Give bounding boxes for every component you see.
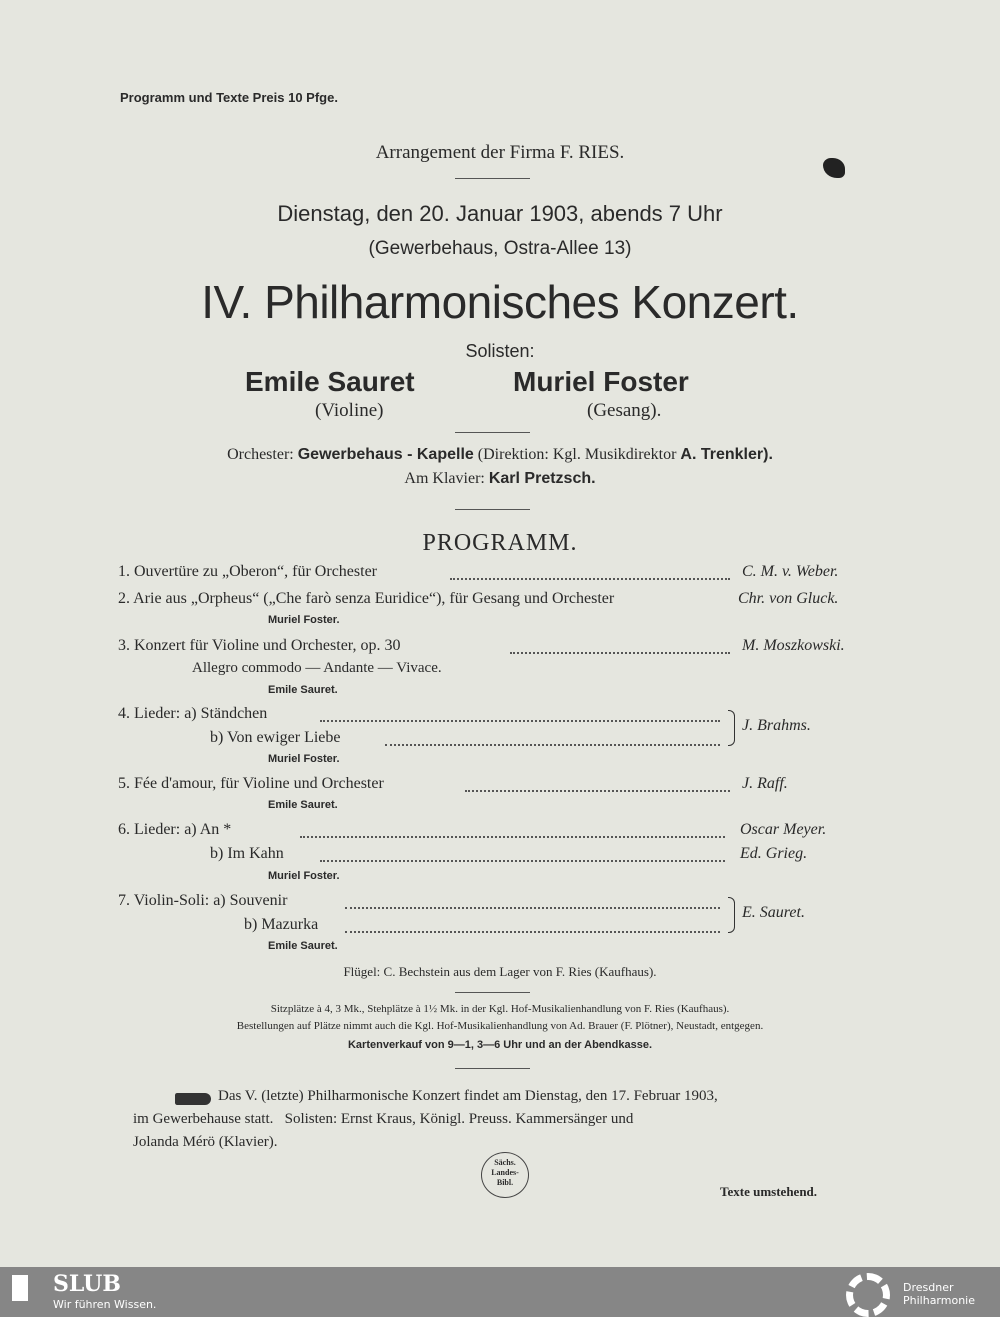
composer: Ed. Grieg. bbox=[740, 845, 808, 862]
brace bbox=[728, 897, 735, 933]
page-title: IV. Philharmonisches Konzert. bbox=[201, 276, 799, 328]
conductor: A. Trenkler). bbox=[680, 446, 773, 463]
library-stamp bbox=[481, 1152, 529, 1198]
direction: (Direktion: Kgl. Musikdirektor bbox=[477, 446, 677, 463]
orders-note: Bestellungen auf Plätze nimmt auch die Kgl. Hof-Musikalienhandlung von Ad. Brauer (F. Plötner), Neustadt, entgegen. bbox=[236, 1020, 764, 1032]
next-concert-line: Jolanda Mérö (Klavier). bbox=[133, 1134, 278, 1150]
composer: E. Sauret. bbox=[742, 904, 805, 921]
concert-date: Dienstag, den 20. Januar 1903, abends 7 Uhr bbox=[277, 201, 723, 226]
orchestra-name: Gewerbehaus - Kapelle bbox=[297, 446, 474, 463]
performer: Emile Sauret. bbox=[268, 940, 338, 952]
program-item: 2. Arie aus „Orpheus“ („Che farò senza Euridice“), für Gesang und Orchester bbox=[118, 590, 615, 607]
philharmonie-logo[interactable] bbox=[903, 1281, 975, 1307]
program-heading: PROGRAMM. bbox=[422, 530, 578, 556]
footer-bar bbox=[0, 1267, 1000, 1317]
movements: Allegro commodo — Andante — Vivace. bbox=[192, 660, 442, 676]
orchestra-label: Orchester: bbox=[227, 446, 294, 463]
next-concert-line: im Gewerbehause statt. Solisten: Ernst Kraus, Königl. Preuss. Kammersänger und bbox=[133, 1111, 634, 1127]
divider bbox=[455, 992, 530, 993]
slub-logo[interactable]: SLUB bbox=[53, 1271, 121, 1297]
stamp-text: Landes- bbox=[491, 1168, 519, 1177]
program-item: 4. Lieder: a) Ständchen bbox=[118, 705, 268, 722]
leader-dots bbox=[465, 790, 730, 792]
venue: (Gewerbehaus, Ostra-Allee 13) bbox=[368, 238, 632, 259]
composer: J. Brahms. bbox=[742, 717, 811, 734]
soloist-role: (Violine) bbox=[315, 400, 384, 421]
divider bbox=[455, 432, 530, 433]
seat-prices: Sitzplätze à 4, 3 Mk., Stehplätze à 1½ Mk. in der Kgl. Hof-Musikalienhandlung von F. Ries (Kaufhaus). bbox=[270, 1003, 730, 1015]
logo-text: Philharmonie bbox=[903, 1294, 975, 1307]
program-item: b) Mazurka bbox=[244, 916, 319, 933]
leader-dots bbox=[320, 720, 720, 722]
logo-text: Dresdner bbox=[903, 1281, 954, 1294]
composer: Oscar Meyer. bbox=[740, 821, 827, 838]
composer: M. Moszkowski. bbox=[742, 637, 845, 654]
divider bbox=[455, 1068, 530, 1069]
stamp-text: Bibl. bbox=[496, 1178, 514, 1187]
program-item: 1. Ouvertüre zu „Oberon“, für Orchester bbox=[118, 563, 377, 580]
leader-dots bbox=[385, 744, 720, 746]
divider bbox=[455, 509, 530, 510]
program-item: b) Von ewiger Liebe bbox=[210, 729, 341, 746]
program-item: 3. Konzert für Violine und Orchester, op. 30 bbox=[118, 637, 401, 654]
leader-dots bbox=[320, 860, 725, 862]
performer: Emile Sauret. bbox=[268, 684, 338, 696]
leader-dots bbox=[345, 907, 720, 909]
program-item: 6. Lieder: a) An * bbox=[118, 821, 232, 838]
leader-dots bbox=[450, 578, 730, 580]
texts-overleaf: Texte umstehend. bbox=[720, 1184, 818, 1199]
piano-line bbox=[0, 470, 1000, 488]
program-item: 7. Violin-Soli: a) Souvenir bbox=[118, 892, 288, 909]
piano-label: Am Klavier: bbox=[404, 470, 485, 487]
ticket-hours: Kartenverkauf von 9—1, 3—6 Uhr und an der Abendkasse. bbox=[347, 1039, 653, 1051]
divider bbox=[455, 178, 530, 179]
arrangement: Arrangement der Firma F. RIES. bbox=[375, 142, 625, 163]
stamp-text: Sächs. bbox=[494, 1158, 516, 1167]
leader-dots bbox=[300, 836, 725, 838]
orchestra-line bbox=[0, 446, 1000, 464]
program-item: 5. Fée d'amour, für Violine und Orchester bbox=[118, 775, 384, 792]
performer: Muriel Foster. bbox=[268, 870, 340, 882]
pointing-hand-icon bbox=[175, 1093, 211, 1105]
pianist: Karl Pretzsch. bbox=[488, 470, 596, 487]
philharmonie-logo-icon bbox=[846, 1273, 890, 1317]
price-note: Programm und Texte Preis 10 Pfge. bbox=[120, 90, 338, 105]
slub-slogan: Wir führen Wissen. bbox=[53, 1298, 157, 1311]
slub-book-icon bbox=[12, 1275, 28, 1301]
soloist-name: Muriel Foster bbox=[513, 366, 689, 397]
soloist-name: Emile Sauret bbox=[245, 366, 415, 397]
soloist-role: (Gesang). bbox=[587, 400, 662, 421]
composer: J. Raff. bbox=[742, 775, 788, 792]
brace bbox=[728, 710, 735, 746]
performer: Muriel Foster. bbox=[268, 753, 340, 765]
leader-dots bbox=[345, 931, 720, 933]
program-item: b) Im Kahn bbox=[210, 845, 284, 862]
composer: Chr. von Gluck. bbox=[738, 590, 839, 607]
performer: Muriel Foster. bbox=[268, 614, 340, 626]
piano-note: Flügel: C. Bechstein aus dem Lager von F. Ries (Kaufhaus). bbox=[343, 964, 657, 979]
paper-hole bbox=[823, 158, 845, 178]
next-concert-line: Das V. (letzte) Philharmonische Konzert findet am Dienstag, den 17. Februar 1903, bbox=[218, 1088, 718, 1104]
composer: C. M. v. Weber. bbox=[742, 563, 839, 580]
leader-dots bbox=[510, 652, 730, 654]
performer: Emile Sauret. bbox=[268, 799, 338, 811]
soloists-label: Solisten: bbox=[465, 341, 535, 361]
